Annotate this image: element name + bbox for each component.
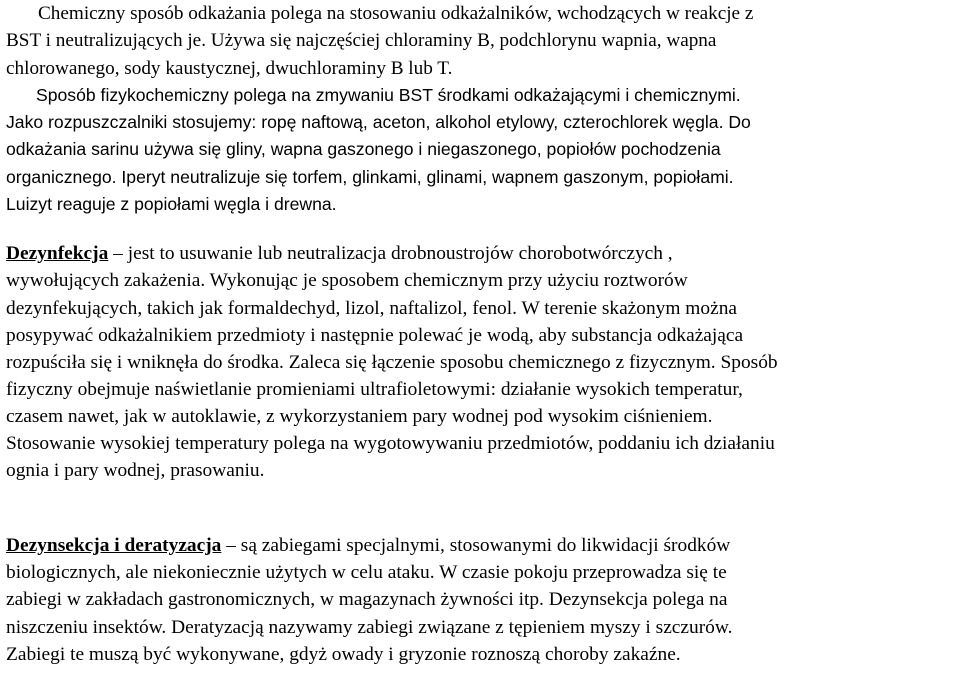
disinfection-paragraph [6, 240, 953, 484]
text-line: Stosowanie wysokiej temperatury polega na wygotowywaniu przedmiotów, poddaniu ich działaniu [6, 433, 775, 455]
text-line: niszczeniu insektów. Deratyzacją nazywamy zabiegi związane z tępieniem myszy i szczurów. [6, 616, 733, 638]
disinsection-term: Dezynsekcja i deratyzacja [6, 535, 222, 557]
text-line: odkażania sarinu używa się gliny, wapna gaszonego i niegaszonego, popiołów pochodzenia [6, 139, 721, 160]
text-line: biologicznych, ale niekoniecznie użytych w celu ataku. W czasie pokoju przeprowadza się te [6, 562, 727, 584]
text-line: Luizyt reaguje z popiołami węgla i drewna. [6, 194, 337, 215]
text-line: Zabiegi te muszą być wykonywane, gdyż owady i gryzonie roznoszą choroby zakaźne. [6, 643, 681, 665]
text-line: dezynfekujących, takich jak formaldechyd, lizol, naftalizol, fenol. W terenie skażonym można [6, 297, 737, 319]
chemical-decontamination-paragraph [6, 0, 953, 218]
text-line: ognia i pary wodnej, prasowaniu. [6, 460, 265, 482]
disinsection-deratization-paragraph [6, 532, 953, 667]
text-line: Chemiczny sposób odkażania polega na stosowaniu odkażalników, wchodzących w reakcje z [38, 3, 754, 24]
text-line: Sposób fizykochemiczny polega na zmywaniu BST środkami odkażającymi i chemicznymi. [36, 84, 741, 105]
text-line: organicznego. Iperyt neutralizuje się torfem, glinkami, glinami, wapnem gaszonym, popiołami. [6, 166, 734, 187]
text-line [6, 532, 953, 559]
text-line [6, 240, 953, 267]
text-line: fizyczny obejmuje naświetlanie promieniami ultrafioletowymi: działanie wysokich temperatur, [6, 378, 743, 400]
disinfection-term: Dezynfekcja [6, 243, 109, 265]
text-line: posypywać odkażalnikiem przedmioty i następnie polewać je wodą, aby substancja odkażająca [6, 324, 744, 346]
text-line: Jako rozpuszczalniki stosujemy: ropę naftową, aceton, alkohol etylowy, czterochlorek węgla. Do [6, 112, 751, 133]
text-line: chlorowanego, sody kaustycznej, dwuchloraminy B lub T. [6, 57, 453, 79]
text-line: BST i neutralizujących je. Używa się najczęściej chloraminy B, podchlorynu wapnia, wapna [6, 30, 717, 52]
text-fragment: – jest to usuwanie lub neutralizacja drobnoustrojów chorobotwórczych , [108, 243, 673, 265]
text-line: rozpuściła się i wniknęła do środka. Zaleca się łączenie sposobu chemicznego z fizycznym. Sposób [6, 351, 778, 373]
text-line: wywołujących zakażenia. Wykonując je sposobem chemicznym przy użyciu roztworów [6, 270, 688, 292]
text-line: czasem nawet, jak w autoklawie, z wykorzystaniem pary wodnej pod wysokim ciśnieniem. [6, 405, 713, 427]
text-fragment: – są zabiegami specjalnymi, stosowanymi do likwidacji środków [221, 535, 731, 557]
text-line: zabiegi w zakładach gastronomicznych, w magazynach żywności itp. Dezynsekcja polega na [6, 589, 728, 611]
